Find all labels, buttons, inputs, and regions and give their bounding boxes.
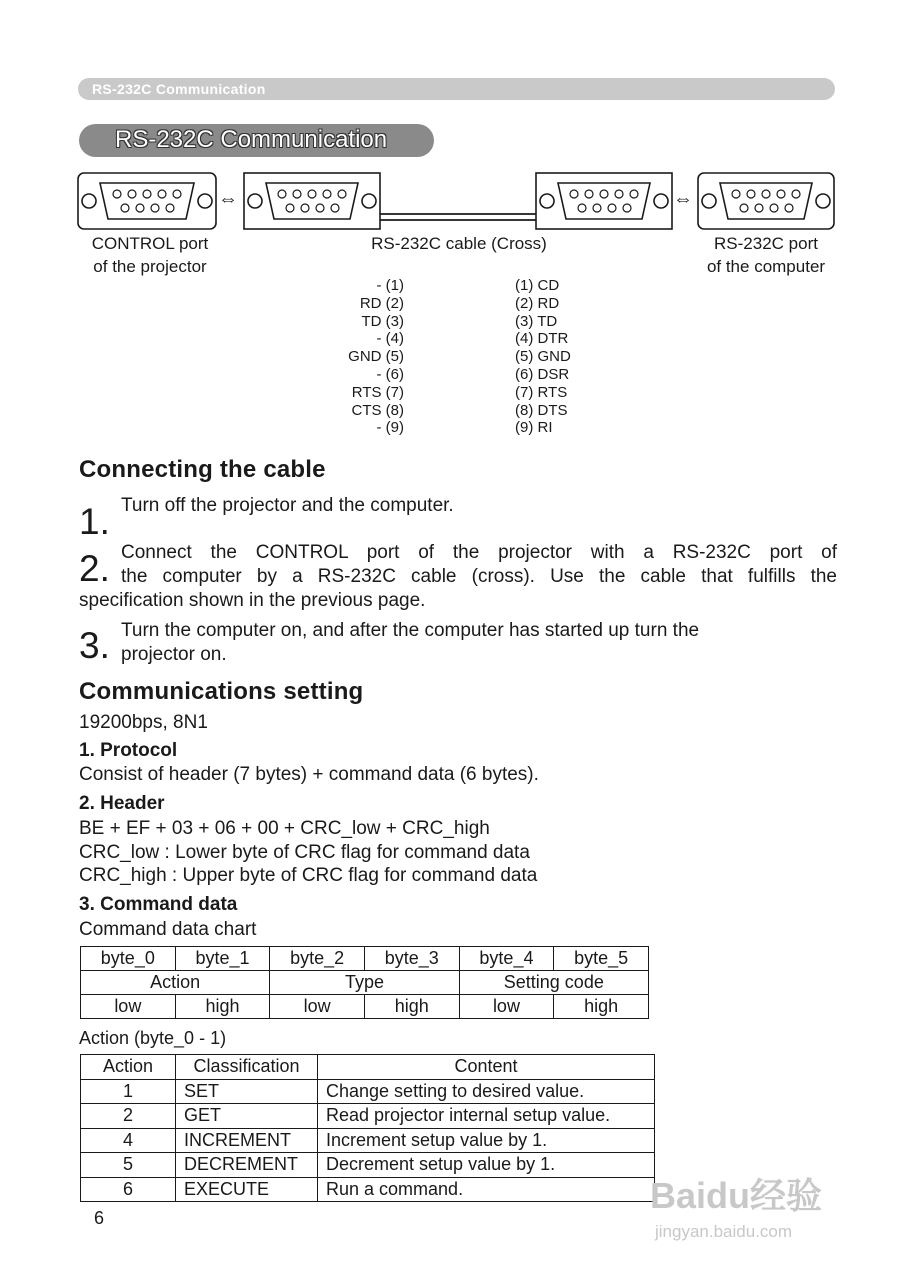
table-row <box>81 1153 655 1178</box>
table-cell: high <box>364 995 459 1019</box>
table-cell: GET <box>176 1104 318 1129</box>
action-table-caption: Action (byte_0 - 1) <box>79 1028 227 1048</box>
step-text: specification shown in the previous page. <box>79 590 426 611</box>
header-line: BE + EF + 03 + 06 + 00 + CRC_low + CRC_high <box>79 818 490 839</box>
table-header-cell: Content <box>318 1055 655 1080</box>
computer-port-icon <box>698 173 834 229</box>
step-text: projector on. <box>121 644 227 665</box>
protocol-text: Consist of header (7 bytes) + command data (6 bytes). <box>79 764 539 785</box>
pin-label: TD (3) <box>361 312 404 330</box>
table-cell: Type <box>270 971 459 995</box>
table-row <box>81 1079 655 1104</box>
table-cell: 2 <box>81 1104 176 1129</box>
computer-port-label-line: of the computer <box>706 257 826 276</box>
control-port-icon <box>78 173 216 229</box>
cable-connector-right-icon <box>536 173 672 229</box>
pin-label: (6) DSR <box>515 365 570 383</box>
pin-label: - (1) <box>376 277 404 294</box>
table-cell: 5 <box>81 1153 176 1178</box>
table-cell: low <box>459 995 554 1019</box>
header-line: CRC_high : Upper byte of CRC flag for command data <box>79 865 538 886</box>
table-cell: Run a command. <box>318 1177 655 1202</box>
control-port-label <box>70 232 230 278</box>
table-cell: Increment setup value by 1. <box>318 1128 655 1153</box>
pin-label: (7) RTS <box>515 383 568 401</box>
pin-label: (4) DTR <box>515 330 569 348</box>
step-text: the computer by a RS-232C cable (cross). Use the cable that fulfills the <box>121 566 837 587</box>
table-cell: 6 <box>81 1177 176 1202</box>
table-row <box>81 995 649 1019</box>
table-cell: byte_5 <box>554 947 649 971</box>
pin-label: RD (2) <box>359 294 404 312</box>
command-byte-table <box>80 946 649 1019</box>
running-header-text: RS-232C Communication <box>92 81 266 97</box>
table-cell: 4 <box>81 1128 176 1153</box>
table-cell: byte_4 <box>459 947 554 971</box>
table-cell: low <box>81 995 176 1019</box>
communications-heading: Communications setting <box>79 678 364 705</box>
command-chart-label: Command data chart <box>79 919 257 940</box>
pin-label: - (6) <box>376 365 404 383</box>
header-heading: 2. Header <box>79 793 165 814</box>
table-cell: Decrement setup value by 1. <box>318 1153 655 1178</box>
pin-label: (8) DTS <box>515 401 568 419</box>
pin-label: RTS (7) <box>351 383 404 401</box>
connecting-heading: Connecting the cable <box>79 456 326 483</box>
table-cell: EXECUTE <box>176 1177 318 1202</box>
pin-label: (3) TD <box>515 312 558 330</box>
page-title: RS-232C Communication <box>115 126 388 153</box>
table-header-cell: Classification <box>176 1055 318 1080</box>
table-cell: high <box>554 995 649 1019</box>
header-line: CRC_low : Lower byte of CRC flag for command data <box>79 842 530 863</box>
table-cell: Action <box>81 971 270 995</box>
step-number: 3. <box>79 625 110 666</box>
pin-label: (1) CD <box>515 277 560 294</box>
table-cell: high <box>175 995 270 1019</box>
right-pin-list <box>515 277 625 437</box>
table-cell: SET <box>176 1079 318 1104</box>
table-cell: Read projector internal setup value. <box>318 1104 655 1129</box>
command-heading: 3. Command data <box>79 894 238 915</box>
cable-connector-left-icon <box>244 173 380 229</box>
table-row <box>81 1128 655 1153</box>
pin-label: - (9) <box>376 419 404 437</box>
table-cell: INCREMENT <box>176 1128 318 1153</box>
pin-label: (9) RI <box>515 419 553 437</box>
table-cell: low <box>270 995 365 1019</box>
left-pin-list <box>300 277 404 437</box>
table-cell: byte_2 <box>270 947 365 971</box>
table-header-row <box>81 1055 655 1080</box>
table-row <box>81 1177 655 1202</box>
computer-port-label-line: RS-232C port <box>714 234 818 253</box>
step-text: Turn off the projector and the computer. <box>121 495 454 516</box>
pin-label: (2) RD <box>515 294 560 312</box>
control-port-label-line: CONTROL port <box>91 234 209 253</box>
protocol-heading: 1. Protocol <box>79 740 178 761</box>
pin-label: - (4) <box>376 330 404 348</box>
table-cell: Setting code <box>459 971 648 995</box>
pin-label: (5) GND <box>515 348 571 366</box>
pin-label: CTS (8) <box>351 401 404 419</box>
action-table <box>80 1054 655 1202</box>
cable-line <box>380 214 536 220</box>
table-cell: byte_0 <box>81 947 176 971</box>
step-text: Connect the CONTROL port of the projector with a RS-232C port of <box>121 542 837 563</box>
table-header-cell: Action <box>81 1055 176 1080</box>
table-cell: Change setting to desired value. <box>318 1079 655 1104</box>
computer-port-label <box>686 232 846 278</box>
pin-label: GND (5) <box>348 348 404 366</box>
table-cell: byte_1 <box>175 947 270 971</box>
connection-arrow-left-icon: ⇔ <box>218 188 238 210</box>
connection-arrow-right-icon: ⇔ <box>673 188 693 210</box>
control-port-label-line: of the projector <box>93 257 207 276</box>
table-cell: byte_3 <box>364 947 459 971</box>
table-row <box>81 1104 655 1129</box>
table-row <box>81 947 649 971</box>
watermark-url: jingyan.baidu.com <box>655 1222 793 1241</box>
table-row <box>81 971 649 995</box>
table-cell: 1 <box>81 1079 176 1104</box>
step-number: 1. <box>79 501 110 542</box>
baud-setting: 19200bps, 8N1 <box>79 712 208 733</box>
table-cell: DECREMENT <box>176 1153 318 1178</box>
step-number: 2. <box>79 548 110 589</box>
page-number: 6 <box>94 1208 105 1228</box>
step-text: Turn the computer on, and after the computer has started up turn the <box>121 620 700 641</box>
watermark-brand: Baidu经验 <box>650 1175 823 1216</box>
cable-label: RS-232C cable (Cross) <box>371 234 547 253</box>
